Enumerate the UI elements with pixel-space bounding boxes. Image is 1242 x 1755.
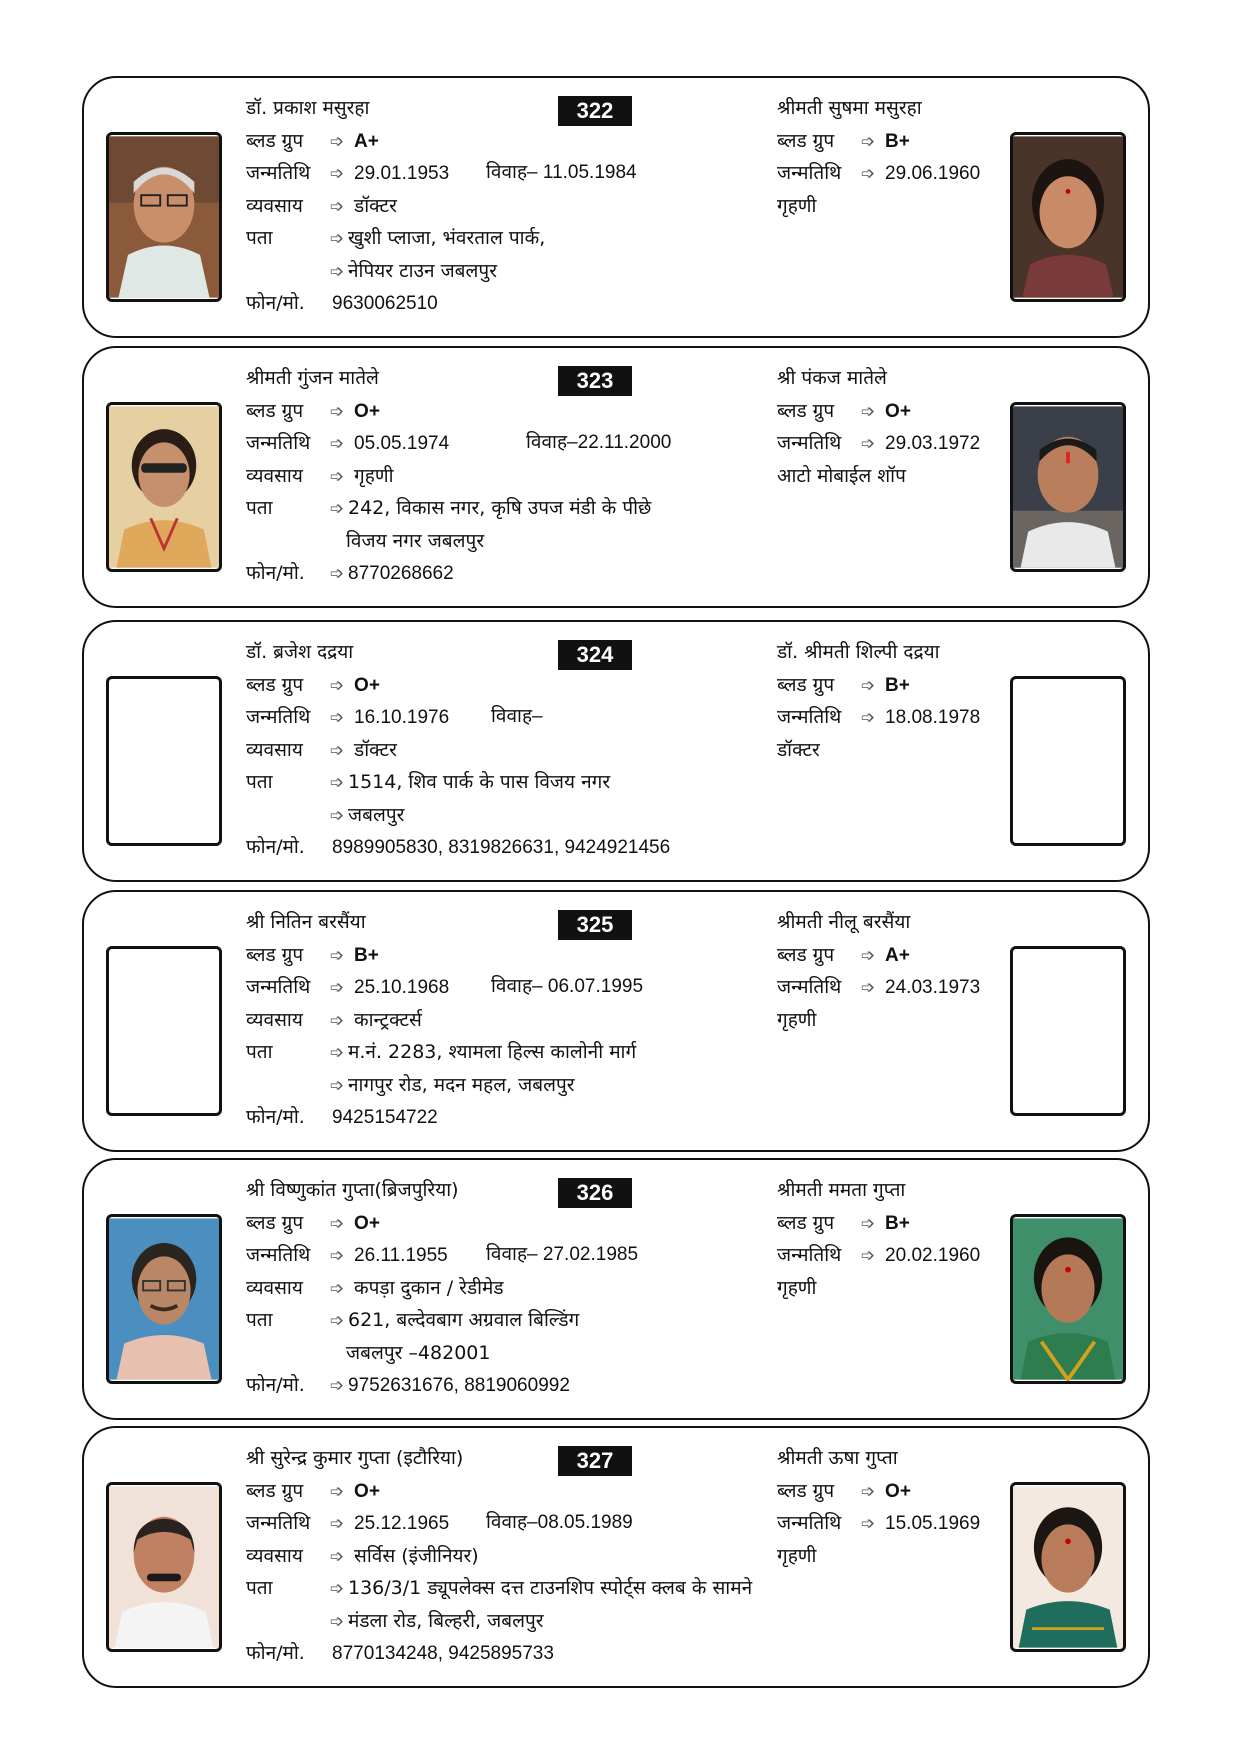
entry-number: 326 xyxy=(558,1178,632,1208)
blood-group: A+ xyxy=(354,130,379,152)
entry-number: 323 xyxy=(558,366,632,396)
address-line-1: 1514, शिव पार्क के पास विजय नगर xyxy=(348,771,611,793)
spouse-dob: 20.02.1960 xyxy=(885,1245,981,1266)
phone-value: 8989905830, 8319826631, 9424921456 xyxy=(332,837,671,858)
arrow-icon: ➩ xyxy=(329,1579,345,1599)
spouse-photo xyxy=(1010,402,1126,572)
spouse-name: श्रीमती नीलू बरसैंया xyxy=(777,911,911,933)
dob-label: जन्मतिथि xyxy=(777,1244,842,1266)
phone-value: 9630062510 xyxy=(332,293,438,314)
blood-group: O+ xyxy=(354,674,380,696)
entry-number: 327 xyxy=(558,1446,632,1476)
vivah-label: विवाह– xyxy=(491,976,543,997)
vivah-label: विवाह– xyxy=(486,1512,538,1533)
spouse-dob: 15.05.1969 xyxy=(885,1513,981,1534)
arrow-icon: ➩ xyxy=(860,1481,876,1502)
blood-group: O+ xyxy=(354,1212,380,1234)
address-line-2: मंडला रोड, बिल्हरी, जबलपुर xyxy=(348,1609,544,1632)
arrow-icon: ➩ xyxy=(329,1546,345,1567)
arrow-icon: ➩ xyxy=(860,1514,876,1534)
member-card-326 xyxy=(82,1158,1150,1420)
phone-label: फोन/मो. xyxy=(246,1374,305,1396)
arrow-icon: ➩ xyxy=(329,1481,345,1502)
vivah-label: विवाह– xyxy=(486,162,538,183)
spouse-name: श्री पंकज मातेले xyxy=(777,367,887,389)
arrow-icon: ➩ xyxy=(860,131,876,152)
spouse-info xyxy=(777,636,980,766)
address-line-2: विजय नगर जबलपुर xyxy=(346,529,485,552)
blood-group: O+ xyxy=(354,1480,380,1502)
dob-label: जन्मतिथि xyxy=(777,976,842,998)
arrow-icon: ➩ xyxy=(329,1043,345,1063)
occupation-value: गृहणी xyxy=(354,464,394,487)
dob-label: जन्मतिथि xyxy=(777,432,842,454)
vivah-label: विवाह– xyxy=(526,432,578,453)
vivah-date: 27.02.1985 xyxy=(542,1244,639,1265)
member-card-322 xyxy=(82,76,1150,338)
spouse-blood-group: B+ xyxy=(885,674,910,696)
member-info xyxy=(246,362,672,590)
arrow-icon: ➩ xyxy=(329,564,345,584)
arrow-icon: ➩ xyxy=(860,434,876,454)
arrow-icon: ➩ xyxy=(329,1311,345,1331)
dob-value: 25.12.1965 xyxy=(354,1513,450,1534)
address-line-2: जबलपुर xyxy=(348,803,405,826)
address-line-2: नागपुर रोड, मदन महल, जबलपुर xyxy=(348,1073,575,1096)
spouse-occupation: गृहणी xyxy=(777,1008,817,1031)
phone-value: 9752631676, 8819060992 xyxy=(348,1375,570,1396)
dob-value: 26.11.1955 xyxy=(354,1245,448,1266)
arrow-icon: ➩ xyxy=(329,196,345,217)
spouse-info xyxy=(777,92,980,222)
dob-label: जन्मतिथि xyxy=(777,1512,842,1534)
arrow-icon: ➩ xyxy=(329,708,345,728)
member-card-324 xyxy=(82,620,1150,882)
member-name: श्री नितिन बरसैंया xyxy=(246,911,366,933)
spouse-dob: 24.03.1973 xyxy=(885,977,981,998)
arrow-icon: ➩ xyxy=(329,229,345,249)
blood-group: O+ xyxy=(354,400,380,422)
member-photo xyxy=(106,402,222,572)
dob-value: 25.10.1968 xyxy=(354,977,450,998)
spouse-name: श्रीमती ऊषा गुप्ता xyxy=(777,1447,898,1469)
occupation-value: कपड़ा दुकान / रेडीमेड xyxy=(354,1276,504,1299)
arrow-icon: ➩ xyxy=(329,740,345,761)
blood-group: B+ xyxy=(354,944,379,966)
dob-label: जन्मतिथि xyxy=(777,162,842,184)
arrow-icon: ➩ xyxy=(329,1278,345,1299)
occupation-label: व्यवसाय xyxy=(246,1276,303,1299)
spouse-blood-group: O+ xyxy=(885,400,911,422)
blood-label: ब्लड ग्रुप xyxy=(246,129,304,152)
phone-label: फोन/मो. xyxy=(246,292,305,314)
arrow-icon: ➩ xyxy=(860,708,876,728)
arrow-icon: ➩ xyxy=(329,1246,345,1266)
arrow-icon: ➩ xyxy=(860,401,876,422)
occupation-value: सर्विस (इंजीनियर) xyxy=(354,1544,479,1567)
arrow-icon: ➩ xyxy=(329,1010,345,1031)
member-name: श्री विष्णुकांत गुप्ता(ब्रिजपुरिया) xyxy=(246,1179,459,1201)
spouse-name: श्रीमती सुषमा मसुरहा xyxy=(777,97,922,119)
spouse-occupation: गृहणी xyxy=(777,194,817,217)
address-line-2: नेपियर टाउन जबलपुर xyxy=(348,259,497,282)
dob-label: जन्मतिथि xyxy=(777,706,842,728)
arrow-icon: ➩ xyxy=(329,466,345,487)
member-card-327 xyxy=(82,1426,1150,1688)
arrow-icon: ➩ xyxy=(329,401,345,422)
vivah-date: 11.05.1984 xyxy=(542,162,637,183)
arrow-icon: ➩ xyxy=(860,1246,876,1266)
spouse-occupation: गृहणी xyxy=(777,1544,817,1567)
address-label: पता xyxy=(246,1577,273,1599)
phone-value: 8770268662 xyxy=(348,563,454,584)
occupation-label: व्यवसाय xyxy=(246,1008,303,1031)
arrow-icon: ➩ xyxy=(860,164,876,184)
vivah-date: 06.07.1995 xyxy=(547,976,644,997)
spouse-name: श्रीमती ममता गुप्ता xyxy=(777,1179,906,1201)
spouse-photo-placeholder xyxy=(1010,946,1126,1116)
dob-value: 29.01.1953 xyxy=(354,163,450,184)
member-name: श्रीमती गुंजन मातेले xyxy=(246,367,379,389)
dob-label: जन्मतिथि xyxy=(246,976,311,998)
address-label: पता xyxy=(246,227,273,249)
blood-label: ब्लड ग्रुप xyxy=(777,943,835,966)
arrow-icon: ➩ xyxy=(329,434,345,454)
arrow-icon: ➩ xyxy=(860,675,876,696)
dob-value: 05.05.1974 xyxy=(354,433,450,454)
blood-label: ब्लड ग्रुप xyxy=(777,673,835,696)
dob-label: जन्मतिथि xyxy=(246,1244,311,1266)
vivah-date: 22.11.2000 xyxy=(577,432,672,453)
phone-label: फोन/मो. xyxy=(246,1106,305,1128)
member-photo xyxy=(106,1214,222,1384)
blood-label: ब्लड ग्रुप xyxy=(777,129,835,152)
spouse-info xyxy=(777,1442,980,1572)
occupation-label: व्यवसाय xyxy=(246,1544,303,1567)
arrow-icon: ➩ xyxy=(329,1611,345,1632)
spouse-info xyxy=(777,362,980,492)
arrow-icon: ➩ xyxy=(329,805,345,826)
vivah-label: विवाह– xyxy=(491,706,543,727)
phone-label: फोन/मो. xyxy=(246,836,305,858)
occupation-label: व्यवसाय xyxy=(246,464,303,487)
entry-number: 322 xyxy=(558,96,632,126)
dob-value: 16.10.1976 xyxy=(354,707,450,728)
arrow-icon: ➩ xyxy=(329,675,345,696)
occupation-label: व्यवसाय xyxy=(246,194,303,217)
phone-label: फोन/मो. xyxy=(246,1642,305,1664)
address-label: पता xyxy=(246,1041,273,1063)
member-photo xyxy=(106,132,222,302)
entry-number: 325 xyxy=(558,910,632,940)
member-info xyxy=(246,636,670,864)
dob-label: जन्मतिथि xyxy=(246,162,311,184)
blood-label: ब्लड ग्रुप xyxy=(246,1479,304,1502)
arrow-icon: ➩ xyxy=(329,164,345,184)
dob-label: जन्मतिथि xyxy=(246,706,311,728)
address-label: पता xyxy=(246,497,273,519)
spouse-photo-placeholder xyxy=(1010,676,1126,846)
spouse-dob: 29.06.1960 xyxy=(885,163,981,184)
spouse-dob: 18.08.1978 xyxy=(885,707,981,728)
arrow-icon: ➩ xyxy=(329,945,345,966)
vivah-label: विवाह– xyxy=(486,1244,538,1265)
arrow-icon: ➩ xyxy=(329,261,345,282)
spouse-name: डॉ. श्रीमती शिल्पी दद्रया xyxy=(777,641,940,663)
arrow-icon: ➩ xyxy=(329,978,345,998)
spouse-photo xyxy=(1010,132,1126,302)
dob-label: जन्मतिथि xyxy=(246,432,311,454)
member-card-323 xyxy=(82,346,1150,608)
address-line-1: 242, विकास नगर, कृषि उपज मंडी के पीछे xyxy=(348,497,652,519)
arrow-icon: ➩ xyxy=(860,1213,876,1234)
member-name: श्री सुरेन्द्र कुमार गुप्ता (इटौरिया) xyxy=(246,1447,464,1469)
arrow-icon: ➩ xyxy=(860,945,876,966)
arrow-icon: ➩ xyxy=(329,1075,345,1096)
occupation-label: व्यवसाय xyxy=(246,738,303,761)
member-name: डॉ. ब्रजेश दद्रया xyxy=(246,641,354,663)
arrow-icon: ➩ xyxy=(329,131,345,152)
spouse-info xyxy=(777,906,980,1036)
spouse-blood-group: O+ xyxy=(885,1480,911,1502)
phone-value: 9425154722 xyxy=(332,1107,438,1128)
arrow-icon: ➩ xyxy=(860,978,876,998)
member-info xyxy=(246,1442,752,1670)
spouse-blood-group: B+ xyxy=(885,1212,910,1234)
address-label: पता xyxy=(246,771,273,793)
vivah-date: 08.05.1989 xyxy=(537,1512,633,1533)
occupation-value: कान्ट्रक्टर्स xyxy=(354,1008,422,1031)
spouse-info xyxy=(777,1174,980,1304)
address-line-2: जबलपुर –482001 xyxy=(346,1341,491,1364)
address-line-1: 621, बल्देवबाग अग्रवाल बिल्डिंग xyxy=(348,1309,580,1331)
spouse-dob: 29.03.1972 xyxy=(885,433,981,454)
member-name: डॉ. प्रकाश मसुरहा xyxy=(246,97,370,119)
occupation-value: डॉक्टर xyxy=(354,738,397,761)
blood-label: ब्लड ग्रुप xyxy=(777,399,835,422)
spouse-photo xyxy=(1010,1214,1126,1384)
spouse-occupation: आटो मोबाईल शॉप xyxy=(777,464,906,487)
arrow-icon: ➩ xyxy=(329,1213,345,1234)
address-line-1: खुशी प्लाजा, भंवरताल पार्क, xyxy=(348,227,546,249)
spouse-occupation: गृहणी xyxy=(777,1276,817,1299)
member-card-325 xyxy=(82,890,1150,1152)
arrow-icon: ➩ xyxy=(329,773,345,793)
address-line-1: 136/3/1 ड्यूपलेक्स दत्त टाउनशिप स्पोर्ट्स क्लब के सामने xyxy=(348,1577,753,1599)
dob-label: जन्मतिथि xyxy=(246,1512,311,1534)
blood-label: ब्लड ग्रुप xyxy=(777,1479,835,1502)
member-photo-placeholder xyxy=(106,676,222,846)
member-info xyxy=(246,906,644,1134)
occupation-value: डॉक्टर xyxy=(354,194,397,217)
blood-label: ब्लड ग्रुप xyxy=(246,943,304,966)
blood-label: ब्लड ग्रुप xyxy=(777,1211,835,1234)
blood-label: ब्लड ग्रुप xyxy=(246,673,304,696)
address-label: पता xyxy=(246,1309,273,1331)
blood-label: ब्लड ग्रुप xyxy=(246,399,304,422)
member-photo-placeholder xyxy=(106,946,222,1116)
phone-label: फोन/मो. xyxy=(246,562,305,584)
blood-label: ब्लड ग्रुप xyxy=(246,1211,304,1234)
member-photo xyxy=(106,1482,222,1652)
spouse-photo xyxy=(1010,1482,1126,1652)
spouse-blood-group: A+ xyxy=(885,944,910,966)
address-line-1: म.नं. 2283, श्यामला हिल्स कालोनी मार्ग xyxy=(348,1041,637,1063)
spouse-blood-group: B+ xyxy=(885,130,910,152)
arrow-icon: ➩ xyxy=(329,1376,345,1396)
spouse-occupation: डॉक्टर xyxy=(777,738,820,761)
arrow-icon: ➩ xyxy=(329,499,345,519)
arrow-icon: ➩ xyxy=(329,1514,345,1534)
phone-value: 8770134248, 9425895733 xyxy=(332,1643,554,1664)
entry-number: 324 xyxy=(558,640,632,670)
